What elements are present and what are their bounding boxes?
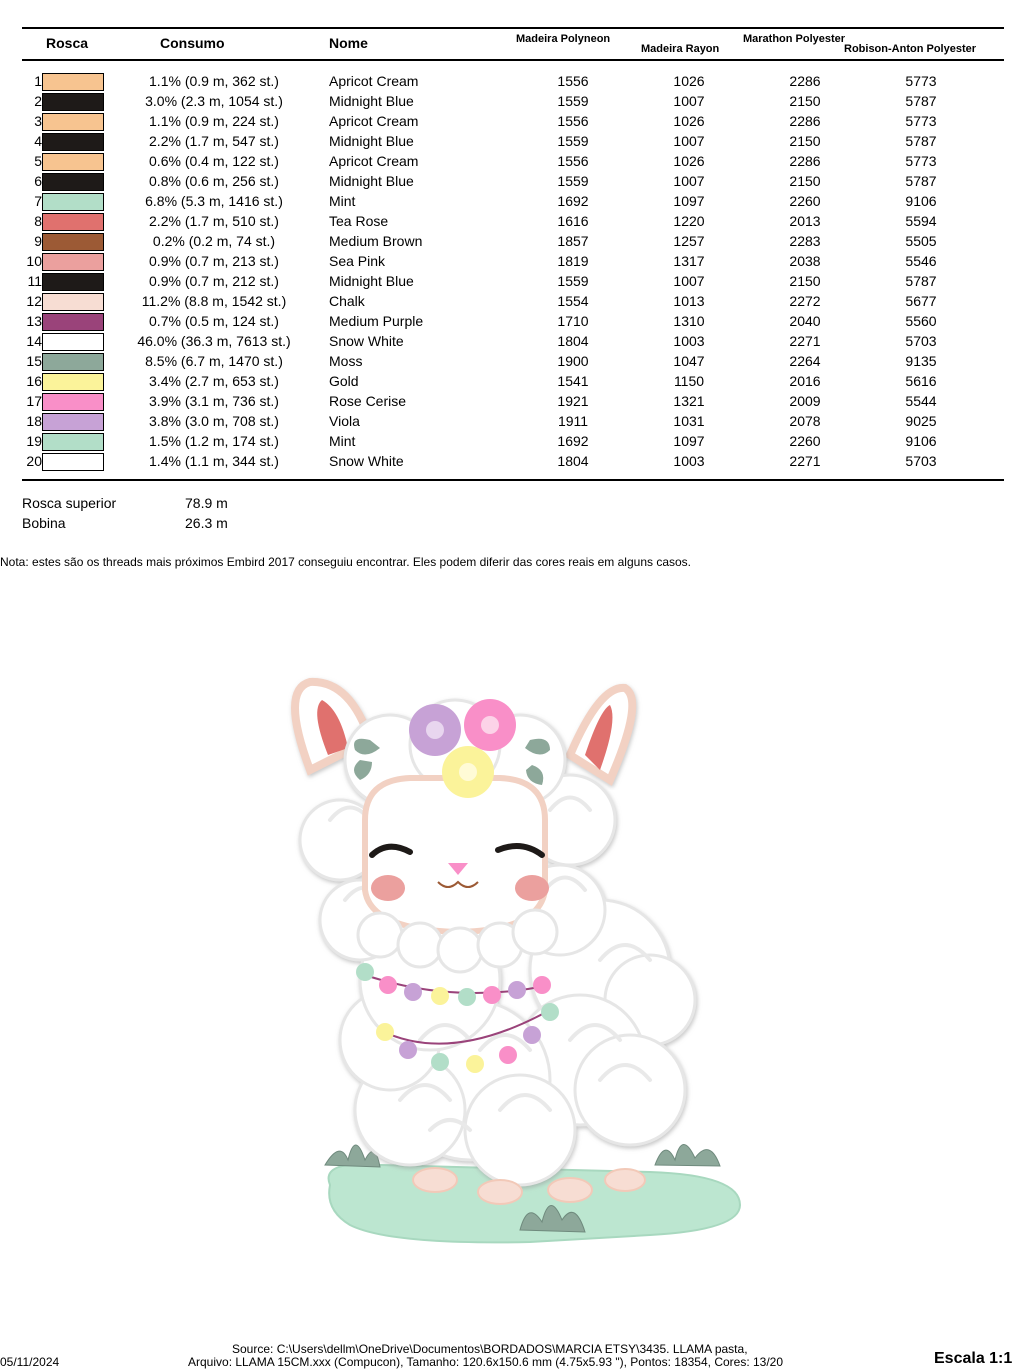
row-nome: Apricot Cream bbox=[329, 153, 419, 169]
row-nome: Snow White bbox=[329, 453, 404, 469]
table-row bbox=[0, 172, 1024, 192]
row-madeira-polyneon: 1819 bbox=[557, 253, 589, 269]
table-row bbox=[0, 112, 1024, 132]
row-nome: Viola bbox=[329, 413, 360, 429]
row-nome: Apricot Cream bbox=[329, 113, 419, 129]
row-madeira-rayon: 1013 bbox=[673, 293, 705, 309]
row-consumo: 8.5% (6.7 m, 1470 st.) bbox=[145, 353, 283, 369]
row-madeira-polyneon: 1911 bbox=[557, 413, 589, 429]
rosca-superior-label: Rosca superior bbox=[22, 495, 117, 511]
embroidery-preview bbox=[270, 660, 760, 1260]
table-row bbox=[0, 432, 1024, 452]
row-nome: Rose Cerise bbox=[329, 393, 407, 409]
row-nome: Mint bbox=[329, 193, 356, 209]
row-nome: Midnight Blue bbox=[329, 93, 414, 109]
row-robison-anton-polyester: 5787 bbox=[905, 173, 937, 189]
row-number: 9 bbox=[34, 233, 42, 249]
row-number: 19 bbox=[26, 433, 42, 449]
row-marathon-polyester: 2150 bbox=[789, 273, 821, 289]
row-marathon-polyester: 2272 bbox=[789, 293, 821, 309]
row-number: 3 bbox=[34, 113, 42, 129]
row-marathon-polyester: 2271 bbox=[789, 453, 821, 469]
row-madeira-rayon: 1220 bbox=[673, 213, 705, 229]
color-swatch bbox=[42, 153, 104, 171]
table-row bbox=[0, 372, 1024, 392]
color-swatch bbox=[42, 413, 104, 431]
footer-date: 05/11/2024 bbox=[0, 1355, 60, 1369]
row-madeira-rayon: 1003 bbox=[673, 333, 705, 349]
row-nome: Moss bbox=[329, 353, 363, 369]
table-row bbox=[0, 92, 1024, 112]
row-marathon-polyester: 2286 bbox=[789, 73, 821, 89]
table-row bbox=[0, 452, 1024, 472]
row-marathon-polyester: 2260 bbox=[789, 193, 821, 209]
row-marathon-polyester: 2264 bbox=[789, 353, 821, 369]
row-madeira-polyneon: 1559 bbox=[557, 173, 589, 189]
row-marathon-polyester: 2040 bbox=[789, 313, 821, 329]
color-swatch bbox=[42, 253, 104, 271]
row-robison-anton-polyester: 5773 bbox=[905, 113, 937, 129]
row-madeira-polyneon: 1692 bbox=[557, 433, 589, 449]
row-number: 15 bbox=[26, 353, 42, 369]
row-robison-anton-polyester: 5703 bbox=[905, 453, 937, 469]
table-row bbox=[0, 272, 1024, 292]
table-row bbox=[0, 312, 1024, 332]
table-row bbox=[0, 72, 1024, 92]
row-consumo: 3.0% (2.3 m, 1054 st.) bbox=[145, 93, 283, 109]
row-nome: Apricot Cream bbox=[329, 73, 419, 89]
color-swatch bbox=[42, 173, 104, 191]
row-consumo: 0.6% (0.4 m, 122 st.) bbox=[149, 153, 279, 169]
row-madeira-polyneon: 1921 bbox=[557, 393, 589, 409]
row-nome: Chalk bbox=[329, 293, 365, 309]
row-marathon-polyester: 2038 bbox=[789, 253, 821, 269]
color-swatch bbox=[42, 333, 104, 351]
row-nome: Sea Pink bbox=[329, 253, 386, 269]
row-nome: Gold bbox=[329, 373, 359, 389]
table-row bbox=[0, 212, 1024, 232]
row-madeira-polyneon: 1556 bbox=[557, 113, 589, 129]
row-marathon-polyester: 2013 bbox=[789, 213, 821, 229]
row-consumo: 11.2% (8.8 m, 1542 st.) bbox=[141, 293, 287, 309]
row-nome: Tea Rose bbox=[329, 213, 389, 229]
row-consumo: 2.2% (1.7 m, 510 st.) bbox=[149, 213, 279, 229]
row-consumo: 46.0% (36.3 m, 7613 st.) bbox=[137, 333, 291, 349]
color-swatch bbox=[42, 193, 104, 211]
footer-scale: Escala 1:1 bbox=[934, 1350, 1013, 1367]
row-madeira-rayon: 1321 bbox=[673, 393, 705, 409]
row-madeira-rayon: 1097 bbox=[673, 433, 705, 449]
row-madeira-polyneon: 1692 bbox=[557, 193, 589, 209]
row-number: 6 bbox=[34, 173, 42, 189]
color-swatch bbox=[42, 433, 104, 451]
row-madeira-polyneon: 1554 bbox=[557, 293, 589, 309]
row-consumo: 6.8% (5.3 m, 1416 st.) bbox=[145, 193, 283, 209]
row-robison-anton-polyester: 5505 bbox=[905, 233, 937, 249]
row-marathon-polyester: 2260 bbox=[789, 433, 821, 449]
color-swatch bbox=[42, 373, 104, 391]
table-row bbox=[0, 292, 1024, 312]
row-madeira-polyneon: 1857 bbox=[557, 233, 589, 249]
row-madeira-rayon: 1031 bbox=[673, 413, 705, 429]
row-robison-anton-polyester: 5616 bbox=[905, 373, 937, 389]
color-swatch bbox=[42, 293, 104, 311]
row-number: 2 bbox=[34, 93, 42, 109]
row-robison-anton-polyester: 9025 bbox=[905, 413, 937, 429]
row-robison-anton-polyester: 9106 bbox=[905, 193, 937, 209]
header-robison-anton-polyester: Robison-Anton Polyester bbox=[844, 43, 977, 55]
row-nome: Midnight Blue bbox=[329, 133, 414, 149]
color-swatch bbox=[42, 273, 104, 291]
row-number: 13 bbox=[26, 313, 42, 329]
row-robison-anton-polyester: 5560 bbox=[905, 313, 937, 329]
header-consumo: Consumo bbox=[160, 35, 225, 51]
row-consumo: 0.2% (0.2 m, 74 st.) bbox=[152, 233, 276, 249]
header-nome: Nome bbox=[329, 35, 368, 51]
table-row bbox=[0, 252, 1024, 272]
row-consumo: 3.8% (3.0 m, 708 st.) bbox=[149, 413, 279, 429]
row-madeira-polyneon: 1804 bbox=[557, 333, 589, 349]
table-row bbox=[0, 132, 1024, 152]
row-nome: Medium Brown bbox=[329, 233, 423, 249]
row-madeira-rayon: 1007 bbox=[673, 273, 705, 289]
footer-arquivo: Arquivo: LLAMA 15CM.xxx (Compucon), Tamanho: 120.6x150.6 mm (4.75x5.93 "), Pontos: 18354, Cores: 13/20 bbox=[188, 1355, 784, 1369]
row-madeira-polyneon: 1559 bbox=[557, 133, 589, 149]
note-text: Nota: estes são os threads mais próximos Embird 2017 conseguiu encontrar. Eles podem diferir das cores reais em alguns casos. bbox=[0, 555, 692, 569]
row-madeira-rayon: 1026 bbox=[673, 153, 705, 169]
row-consumo: 1.1% (0.9 m, 224 st.) bbox=[149, 113, 279, 129]
row-robison-anton-polyester: 5773 bbox=[905, 153, 937, 169]
row-number: 11 bbox=[27, 273, 42, 289]
row-madeira-rayon: 1310 bbox=[673, 313, 705, 329]
header-madeira-rayon: Madeira Rayon bbox=[641, 43, 720, 55]
row-robison-anton-polyester: 5544 bbox=[905, 393, 937, 409]
row-consumo: 0.9% (0.7 m, 212 st.) bbox=[149, 273, 279, 289]
row-madeira-rayon: 1003 bbox=[673, 453, 705, 469]
bobina-value: 26.3 m bbox=[185, 515, 228, 531]
color-swatch bbox=[42, 113, 104, 131]
row-madeira-rayon: 1007 bbox=[673, 93, 705, 109]
header-madeira-polyneon: Madeira Polyneon bbox=[516, 33, 611, 45]
row-madeira-rayon: 1007 bbox=[673, 173, 705, 189]
row-number: 16 bbox=[26, 373, 42, 389]
row-nome: Midnight Blue bbox=[329, 173, 414, 189]
row-consumo: 1.4% (1.1 m, 344 st.) bbox=[149, 453, 279, 469]
table-row bbox=[0, 232, 1024, 252]
row-nome: Midnight Blue bbox=[329, 273, 414, 289]
row-marathon-polyester: 2283 bbox=[789, 233, 821, 249]
row-robison-anton-polyester: 5594 bbox=[905, 213, 937, 229]
row-madeira-rayon: 1150 bbox=[673, 373, 705, 389]
row-robison-anton-polyester: 5773 bbox=[905, 73, 937, 89]
row-marathon-polyester: 2286 bbox=[789, 153, 821, 169]
color-swatch bbox=[42, 313, 104, 331]
row-marathon-polyester: 2078 bbox=[789, 413, 821, 429]
row-madeira-rayon: 1026 bbox=[673, 73, 705, 89]
row-madeira-polyneon: 1900 bbox=[557, 353, 589, 369]
row-nome: Snow White bbox=[329, 333, 404, 349]
row-madeira-rayon: 1317 bbox=[673, 253, 705, 269]
color-swatch bbox=[42, 453, 104, 471]
table-row bbox=[0, 352, 1024, 372]
row-robison-anton-polyester: 5677 bbox=[905, 293, 937, 309]
row-madeira-rayon: 1026 bbox=[673, 113, 705, 129]
row-consumo: 2.2% (1.7 m, 547 st.) bbox=[149, 133, 279, 149]
row-number: 10 bbox=[26, 253, 42, 269]
row-marathon-polyester: 2271 bbox=[789, 333, 821, 349]
bobina-label: Bobina bbox=[22, 515, 66, 531]
row-number: 5 bbox=[34, 153, 42, 169]
row-nome: Medium Purple bbox=[329, 313, 424, 329]
header-rosca: Rosca bbox=[46, 35, 89, 51]
row-marathon-polyester: 2009 bbox=[789, 393, 821, 409]
row-madeira-polyneon: 1541 bbox=[557, 373, 589, 389]
row-marathon-polyester: 2286 bbox=[789, 113, 821, 129]
row-robison-anton-polyester: 5546 bbox=[905, 253, 937, 269]
row-consumo: 3.9% (3.1 m, 736 st.) bbox=[149, 393, 279, 409]
header-marathon-polyester: Marathon Polyester bbox=[743, 33, 846, 45]
row-robison-anton-polyester: 9106 bbox=[905, 433, 937, 449]
row-number: 17 bbox=[26, 393, 42, 409]
table-top-rule bbox=[22, 27, 1004, 29]
row-consumo: 1.5% (1.2 m, 174 st.) bbox=[149, 433, 279, 449]
color-swatch bbox=[42, 353, 104, 371]
face bbox=[365, 778, 545, 932]
row-robison-anton-polyester: 5703 bbox=[905, 333, 937, 349]
row-robison-anton-polyester: 9135 bbox=[905, 353, 937, 369]
row-madeira-polyneon: 1559 bbox=[557, 273, 589, 289]
row-consumo: 0.8% (0.6 m, 256 st.) bbox=[149, 173, 279, 189]
row-robison-anton-polyester: 5787 bbox=[905, 273, 937, 289]
color-swatch bbox=[42, 73, 104, 91]
row-nome: Mint bbox=[329, 433, 356, 449]
table-row bbox=[0, 392, 1024, 412]
color-swatch bbox=[42, 213, 104, 231]
footer-source: Source: C:\Users\dellm\OneDrive\Documentos\BORDADOS\MARCIA ETSY\3435. LLAMA pasta, bbox=[232, 1342, 748, 1356]
row-number: 8 bbox=[34, 213, 42, 229]
rosca-superior-value: 78.9 m bbox=[185, 495, 228, 511]
row-number: 20 bbox=[26, 453, 42, 469]
row-marathon-polyester: 2150 bbox=[789, 173, 821, 189]
row-number: 12 bbox=[26, 293, 42, 309]
row-number: 14 bbox=[26, 333, 42, 349]
row-madeira-polyneon: 1559 bbox=[557, 93, 589, 109]
table-row bbox=[0, 192, 1024, 212]
row-number: 1 bbox=[34, 73, 42, 89]
row-robison-anton-polyester: 5787 bbox=[905, 133, 937, 149]
row-madeira-polyneon: 1556 bbox=[557, 153, 589, 169]
row-number: 7 bbox=[34, 193, 42, 209]
row-madeira-rayon: 1257 bbox=[673, 233, 705, 249]
row-madeira-polyneon: 1616 bbox=[557, 213, 589, 229]
row-marathon-polyester: 2150 bbox=[789, 93, 821, 109]
color-swatch bbox=[42, 133, 104, 151]
row-robison-anton-polyester: 5787 bbox=[905, 93, 937, 109]
row-number: 4 bbox=[34, 133, 42, 149]
color-swatch bbox=[42, 233, 104, 251]
row-madeira-rayon: 1007 bbox=[673, 133, 705, 149]
row-marathon-polyester: 2150 bbox=[789, 133, 821, 149]
table-bottom-rule bbox=[22, 479, 1004, 481]
row-madeira-rayon: 1097 bbox=[673, 193, 705, 209]
row-madeira-polyneon: 1804 bbox=[557, 453, 589, 469]
row-consumo: 1.1% (0.9 m, 362 st.) bbox=[149, 73, 279, 89]
color-swatch bbox=[42, 93, 104, 111]
table-row bbox=[0, 152, 1024, 172]
header-bottom-rule bbox=[22, 59, 1004, 61]
row-madeira-polyneon: 1710 bbox=[557, 313, 589, 329]
row-consumo: 3.4% (2.7 m, 653 st.) bbox=[149, 373, 279, 389]
table-row bbox=[0, 332, 1024, 352]
table-row bbox=[0, 412, 1024, 432]
row-consumo: 0.9% (0.7 m, 213 st.) bbox=[149, 253, 279, 269]
row-marathon-polyester: 2016 bbox=[789, 373, 821, 389]
color-swatch bbox=[42, 393, 104, 411]
row-madeira-polyneon: 1556 bbox=[557, 73, 589, 89]
row-madeira-rayon: 1047 bbox=[673, 353, 705, 369]
row-consumo: 0.7% (0.5 m, 124 st.) bbox=[149, 313, 279, 329]
row-number: 18 bbox=[26, 413, 42, 429]
